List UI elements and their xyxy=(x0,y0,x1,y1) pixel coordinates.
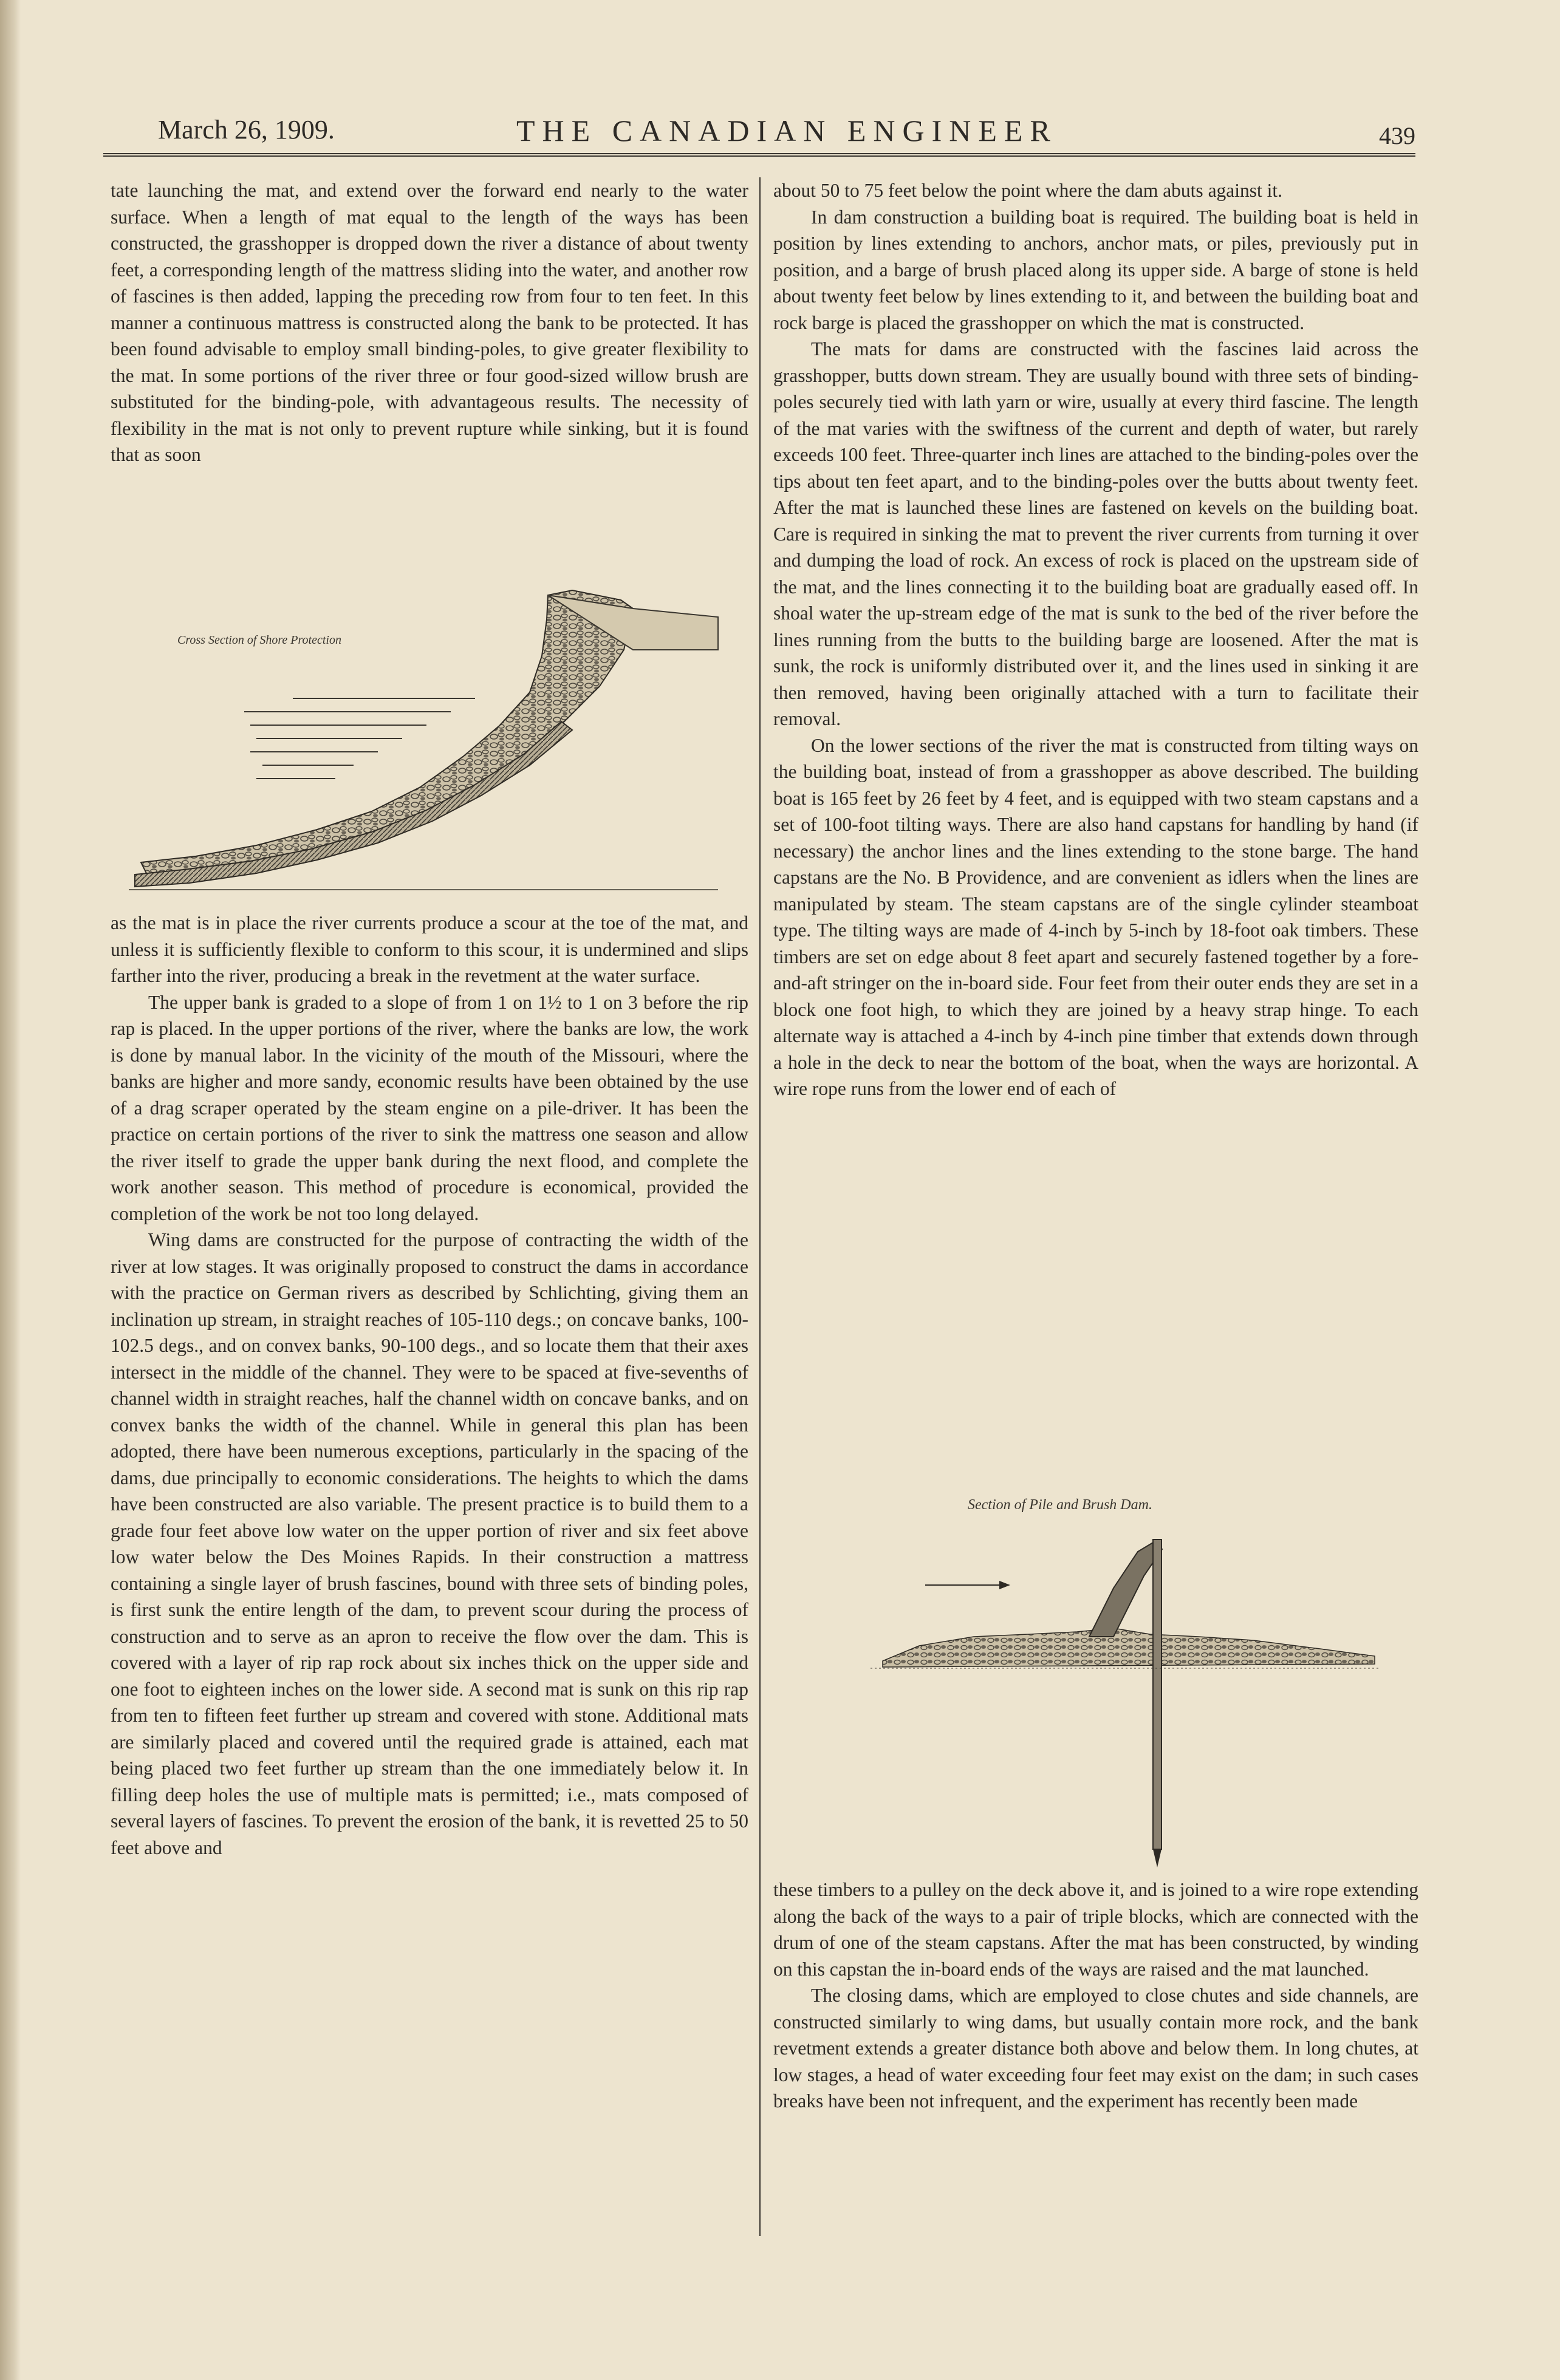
current-arrow xyxy=(925,1581,1010,1589)
paragraph: The closing dams, which are employed to close chutes and side channels, are constructed similarly to wing dams, but usually contain more rock, and the bank revetment extends a greater distance both above and below them. In long chutes, at low stages, a head of water exceeding four feet may exist on the dam; in such cases breaks have been not infrequent, and the experiment has recently been made xyxy=(773,1985,1418,2112)
column-divider xyxy=(759,177,761,2236)
paragraph: The upper bank is graded to a slope of from 1 on 1½ to 1 on 3 before the rip rap is placed. In the upper portions of the river, where the banks are low, the work is done by manual labor. In the vicinity of the mouth of the Missouri, where the banks are higher and more sandy, economic results have been obtained by the use of a drag scraper operated by the steam engine on a pile-driver. It has been the practice on certain portions of the river to sink the mattress one season and allow the river itself to grade the upper bank during the next flood, and complete the work another season. This method of procedure is economical, provided the completion of the work be not too long delayed. xyxy=(111,991,748,1224)
paragraph: The mats for dams are constructed with the fascines laid across the grasshopper, butts down stream. They are usually bound with three sets of binding-poles securely tied with lath yarn or wire, usually at every third fascine. The length of the mat varies with the swiftness of the current and depth of water, but rarely exceeds 100 feet. Three-quarter inch lines are attached to the binding-poles over the tips about ten feet apart, and to the binding-poles over the butts about twenty feet. After the mat is launched these lines are fastened on kevels on the building boat. Care is required in sinking the mat to prevent the river currents from turning it over and dumping the load of rock. An excess of rock is placed on the upstream side of the mat, and the lines connecting it to the building boat are gradually eased off. In shoal water the up-stream edge of the mat is sunk to the bed of the river before the lines running from the butts to the building barge are loosened. After the mat is sunk, the rock is uniformly distributed over it, and the lines used in sinking it are then removed, having been originally attached with a turn to facilitate their removal. xyxy=(773,338,1418,729)
left-column-continued xyxy=(111,910,748,1861)
left-column xyxy=(111,177,748,468)
figure-pile-brush-dam xyxy=(773,1491,1418,1880)
issue-date: March 26, 1909. xyxy=(158,115,335,145)
right-column-continued xyxy=(773,1877,1418,2115)
figure-shore-protection xyxy=(111,571,748,911)
page-header xyxy=(158,108,1415,157)
paragraph: On the lower sections of the river the mat is constructed from tilting ways on the building boat, instead of from a grasshopper as above described. The building boat is 165 feet by 26 feet by 4 feet, and is equipped with two steam capstans and a set of 100-foot tilting ways. There are also hand capstans for handling by hand (if necessary) the anchor lines and the lines extending to the stone barge. The hand capstans are the No. B Providence, and are convenient as idlers when the lines are manipulated by steam. The steam capstans are of the single cylinder steamboat type. The tilting ways are made of 4-inch by 5-inch by 18-foot oak timbers. These timbers are set on edge about 8 feet apart and securely fastened together by a fore-and-aft stringer on the in-board side. Four feet from their outer ends they are set in a block one foot high, to which they are joined by a heavy strap hinge. To each alternate way is attached a 4-inch by 4-inch pine timber that extends down through a hole in the deck to near the bottom of the boat, when the ways are horizontal. A wire rope runs from the lower end of each of xyxy=(773,734,1418,1099)
pile-tip xyxy=(1153,1849,1161,1867)
pile xyxy=(1153,1539,1161,1849)
right-column xyxy=(773,177,1418,1102)
figure-caption: Cross Section of Shore Protection xyxy=(177,633,341,647)
header-rule xyxy=(103,153,1415,157)
paragraph: about 50 to 75 feet below the point where the dam abuts against it. xyxy=(773,180,1283,201)
paragraph: In dam construction a building boat is required. The building boat is held in position by lines extending to anchors, anchor mats, or piles, previously put in position, and a barge of brush placed along its upper side. A barge of stone is held about twenty feet below by lines extending to it, and between the building boat and rock barge is placed the grasshopper on which the mat is constructed. xyxy=(773,206,1418,333)
page-binding-shadow xyxy=(0,0,21,2380)
pile-brush-dam-illustration xyxy=(773,1491,1418,1880)
shore-protection-illustration xyxy=(111,571,748,911)
paragraph: as the mat is in place the river currents produce a scour at the toe of the mat, and unless it is sufficiently flexible to conform to this scour, it is undermined and slips farther into the river, producing a break in the revetment at the water surface. xyxy=(111,912,748,986)
page-number: 439 xyxy=(1379,122,1415,149)
brush-slope xyxy=(1089,1541,1162,1637)
paragraph: tate launching the mat, and extend over the forward end nearly to the water surface. When a length of mat equal to the length of the ways has been constructed, the grasshopper is dropped down the river a distance of about twenty feet, a corresponding length of the mattress sliding into the water, and another row of fascines is then added, lapping the preceding row from four to ten feet. In this manner a continuous mattress is constructed along the bank to be protected. It has been found advisable to employ small binding-poles, to give greater flexibility to the mat. In some portions of the river three or four good-sized willow brush are substituted for the binding-pole, with advantageous results. The necessity of flexibility in the mat is not only to prevent rupture while sinking, but it is found that as soon xyxy=(111,180,748,465)
paragraph: Wing dams are constructed for the purpose of contracting the width of the river at low stages. It was originally proposed to construct the dams in accordance with the practice on German rivers as described by Schlichting, giving them an inclination up stream, in straight reaches of 105-110 degs.; on concave banks, 100-102.5 degs., and on convex banks, 90-100 degs., and so locate them that their axes intersect in the middle of the channel. They were to be spaced at five-sevenths of channel width in straight reaches, half the channel width on concave banks, and on convex banks the width of the channel. While in general this plan has been adopted, there have been numerous exceptions, particularly in the spacing of the dams, due principally to economic considerations. The heights to which the dams have been constructed are also variable. The present practice is to build them to a grade four feet above low water on the upper portion of river and six feet above low water below the Des Moines Rapids. In their construction a mattress containing a single layer of brush fascines, bound with three sets of binding poles, is first sunk the entire length of the dam, to prevent scour during the process of construction and to serve as an apron to receive the flow over the dam. This is covered with a layer of rip rap rock about six inches thick on the upper side and one foot to eighteen inches on the lower side. A second mat is sunk on this rip rap from ten to fifteen feet further up stream and covered with stone. Additional mats are similarly placed and covered until the required grade is attained, each mat being placed two feet further up stream than the one immediately below it. In filling deep holes the use of multiple mats is permitted; i.e., mats composed of several layers of fascines. To prevent the erosion of the bank, it is revetted 25 to 50 feet above and xyxy=(111,1229,748,1858)
figure-caption: Section of Pile and Brush Dam. xyxy=(968,1497,1152,1513)
brush-and-rock-layer xyxy=(883,1628,1375,1667)
water-lines xyxy=(244,698,475,779)
journal-title: THE CANADIAN ENGINEER xyxy=(516,114,1058,148)
paragraph: these timbers to a pulley on the deck above it, and is joined to a wire rope extending along the back of the ways to a pair of triple blocks, which are connected with the drum of one of the steam capstans. After the mat has been constructed, by winding on this capstan the in-board ends of the ways are raised and the mat launched. xyxy=(773,1879,1418,1980)
